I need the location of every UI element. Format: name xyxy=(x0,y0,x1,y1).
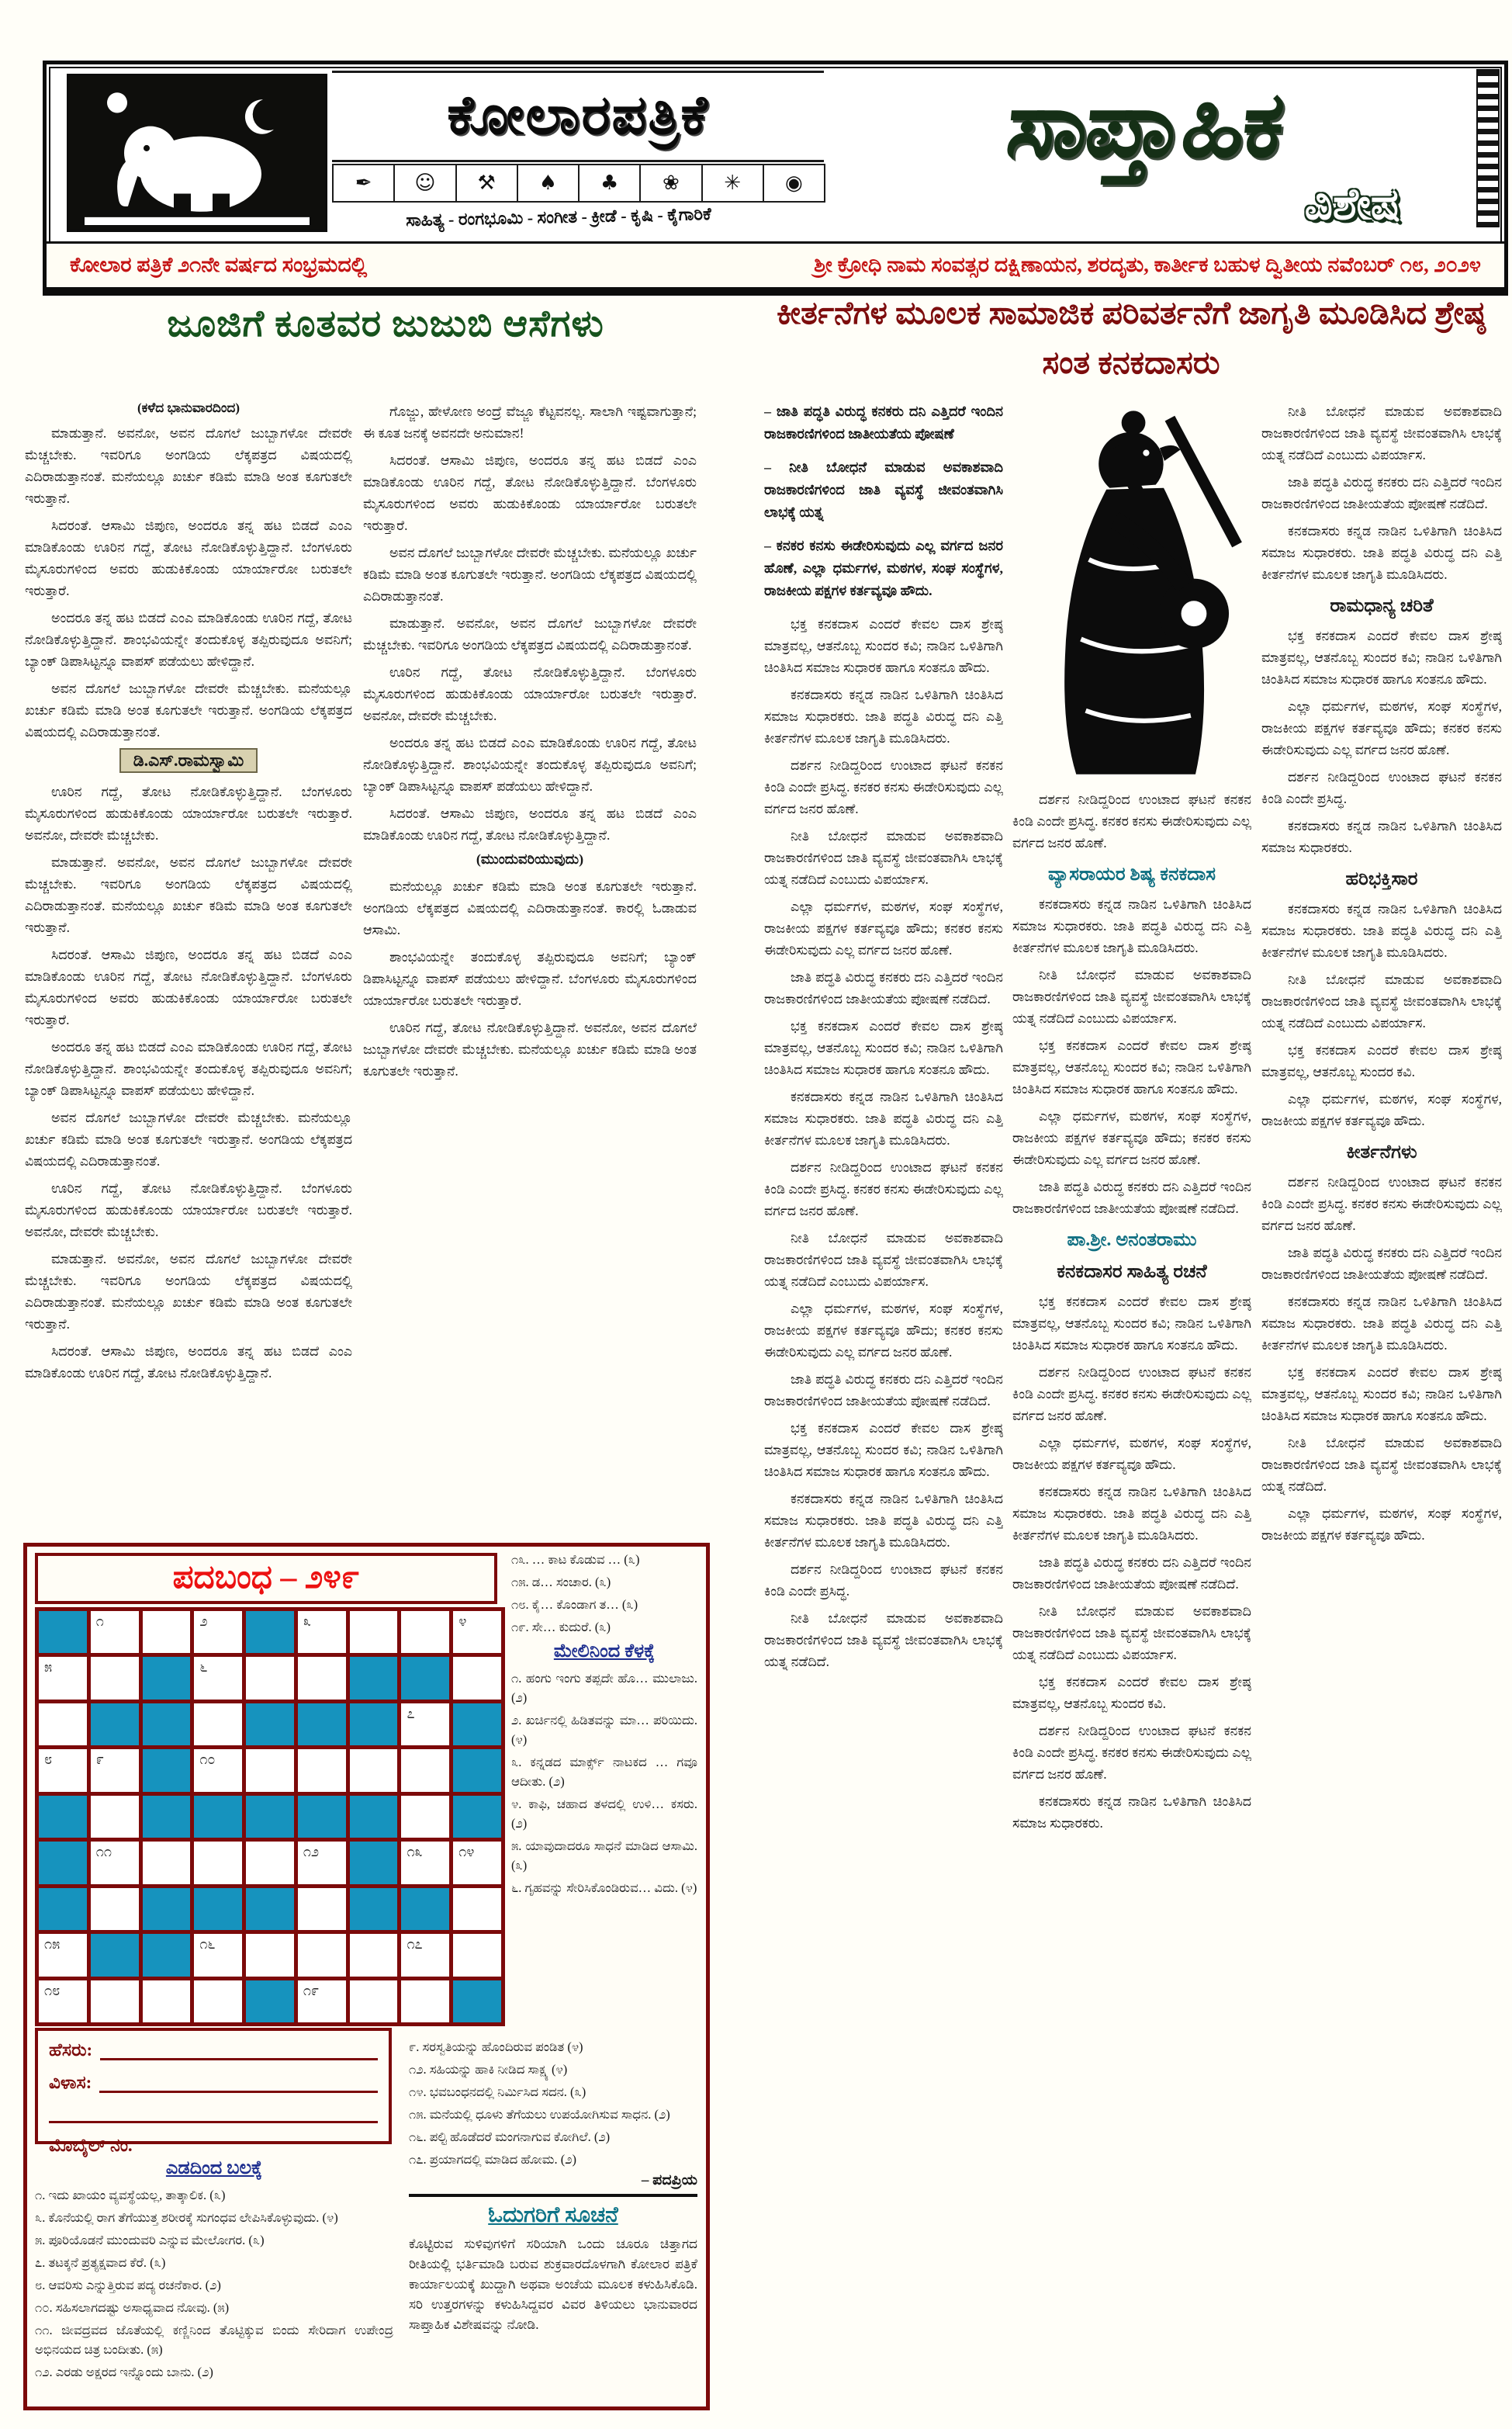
across-clue: ೧೦. ಸಹಿಸಲಾಗದಷ್ಟು ಅಸಾಧ್ಯವಾದ ನೋವು. (೫) xyxy=(35,2300,230,2315)
body-paragraph: ಗೊಜ್ಜು, ಹೇಳೋಣ ಅಂದ್ರೆ ವೆಜ್ಜೂ ಕೆಟ್ಟವನಲ್ಲ. ಸಾಲಾಗಿ ಇಷ್ಟವಾಗುತ್ತಾನೆ; ಈ ಕೂತ ಜನಕ್ಕೆ ಅವನದೇ ಅನುಮಾನ! xyxy=(363,404,697,441)
crossword-cell xyxy=(298,1980,346,2022)
across-clue: ೩. ಕೊನೆಯಲ್ಲಿ ರಾಗ ತೆಗೆಯುತ್ತ ಶರೀರಕ್ಕೆ ಸುಗಂಧವ ಲೇಪಿಸಿಕೊಳ್ಳುವುದು. (೪) xyxy=(35,2210,338,2225)
crossword-block-cell xyxy=(194,1888,242,1930)
ball-icon: ◉ xyxy=(763,164,825,203)
crossword-block-cell xyxy=(350,1842,398,1883)
crossword-cell xyxy=(401,1703,449,1745)
crossword-block-cell xyxy=(246,1888,294,1930)
body-paragraph: ಎಲ್ಲಾ ಧರ್ಮಗಳ, ಮಠಗಳ, ಸಂಘ ಸಂಸ್ಥೆಗಳ, ರಾಜಕೀಯ ಪಕ್ಷಗಳ ಕರ್ತವ್ಯವೂ ಹೌದು; ಕನಕರ ಕನಸು ಈಡೇರಿಸುವುದು ಎಲ್ಲ ವರ್ಗದ ಜನರ ಹೊಣೆ. xyxy=(1261,698,1502,757)
crossword-block-cell xyxy=(246,1611,294,1653)
crossword-cell xyxy=(350,1934,398,1976)
address-label: ವಿಳಾಸ: xyxy=(49,2073,92,2092)
across-clue: ೧೩. … ಕಾಟ ಕೊಡುವ … (೩) xyxy=(511,1552,640,1567)
body-paragraph: ನೀತಿ ಬೋಧನೆ ಮಾಡುವ ಅವಕಾಶವಾದಿ ರಾಜಕಾರಣಿಗಳಿಂದ ಜಾತಿ ವ್ಯವಸ್ಥೆ ಜೀವಂತವಾಗಿಸಿ ಲಾಭಕ್ಕೆ ಯತ್ನ ನಡೆದಿದೆ ಎಂಬುದು ವಿಪರ್ಯಾಸ. xyxy=(1012,967,1251,1026)
crossword-setter-signature: – ಪದಪ್ರಿಯ xyxy=(641,2172,697,2188)
crossword-cell xyxy=(91,1657,139,1699)
crossword-block-cell xyxy=(39,1796,87,1838)
weekly-logo-subtext: ವಿಶೇಷ xyxy=(1304,181,1400,229)
readers-note-title: ಓದುಗರಿಗೆ ಸೂಚನೆ xyxy=(488,2203,618,2227)
body-paragraph: ಶಾಂಭವಿಯನ್ನೇ ತಂದುಕೊಳ್ಳ ತಪ್ಪಿರುವುದೂ ಅವನಿಗೆ; ಬ್ಯಾಂಕ್ ಡಿಪಾಸಿಟ್ಟನ್ನೂ ವಾಪಸ್ ಪಡೆಯಲು ಹೇಳಿದ್ದಾನೆ. ಬೆಂಗಳೂರು ಮೈಸೂರುಗಳಿಂದ ಯಾರ್ಯಾರೋ ಬರುತಲೇ ಇರುತ್ತಾರೆ. xyxy=(363,949,697,1008)
down-clue: ೧೬. ಪಲ್ಟಿ ಹೊಡೆದರೆ ಮಂಗನಾಗುವ ಕೋಗಿಲೆ. (೨) xyxy=(409,2129,611,2144)
body-paragraph: ದರ್ಶನ ನೀಡಿದ್ದರಿಂದ ಉಂಟಾದ ಘಟನೆ ಕನಕನ ಕಿಂಡಿ ಎಂದೇ ಪ್ರಸಿದ್ಧ. ಕನಕರ ಕನಸು ಈಡೇರಿಸುವುದು ಎಲ್ಲ ವರ್ಗದ ಜನರ ಹೊಣೆ. xyxy=(764,1159,1003,1218)
body-paragraph: ಸಿದರಂತೆ. ಆಸಾಮಿ ಜಿಪುಣ, ಅಂದರೂ ತನ್ನ ಹಟ ಬಿಡದೆ ಎಂಎ ಮಾಡಿಕೊಂಡು ಊರಿನ ಗದ್ದೆ, ತೋಟ ನೋಡಿಕೊಳ್ಳುತ್ತಿದ್ದಾನೆ. ಬೆಂಗಳೂರು ಮೈಸೂರುಗಳಿಂದ ಅವರು ಹುಡುಕಿಕೊಂಡು ಯಾರ್ಯಾರೋ ಬರುತಲೇ ಇರುತ್ತಾರೆ. xyxy=(363,452,697,533)
body-paragraph: ಭಕ್ತ ಕನಕದಾಸ ಎಂದರೆ ಕೇವಲ ದಾಸ ಶ್ರೇಷ್ಠ ಮಾತ್ರವಲ್ಲ, ಆತನೊಬ್ಬ ಸುಂದರ ಕವಿ; ನಾಡಿನ ಒಳಿತಿಗಾಗಿ ಚಿಂತಿಸಿದ ಸಮಾಜ ಸುಧಾರಕ ಹಾಗೂ ಸಂತನೂ ಹೌದು. xyxy=(1261,1364,1502,1423)
across-clue: ೧೮. ಕೈ… ಕೊಂಡಾಗ ತ… (೩) xyxy=(511,1597,638,1612)
body-paragraph: ಕನಕದಾಸರು ಕನ್ನಡ ನಾಡಿನ ಒಳಿತಿಗಾಗಿ ಚಿಂತಿಸಿದ ಸಮಾಜ ಸುಧಾರಕರು. ಜಾತಿ ಪದ್ಧತಿ ವಿರುದ್ಧ ದನಿ ಎತ್ತಿ ಕೀರ್ತನೆಗಳ ಮೂಲಕ ಜಾಗೃತಿ ಮೂಡಿಸಿದರು. xyxy=(764,1491,1003,1550)
weekly-logo-text: ಸಾಪ್ತಾಹಿಕ xyxy=(1002,74,1286,176)
crossword-cell-number: ೮ xyxy=(44,1752,53,1768)
crossword-cell xyxy=(246,1657,294,1699)
body-paragraph: ನೀತಿ ಬೋಧನೆ ಮಾಡುವ ಅವಕಾಶವಾದಿ ರಾಜಕಾರಣಿಗಳಿಂದ ಜಾತಿ ವ್ಯವಸ್ಥೆ ಜೀವಂತವಾಗಿಸಿ ಲಾಭಕ್ಕೆ ಯತ್ನ ನಡೆದಿದೆ ಎಂಬುದು ವಿಪರ್ಯಾಸ. xyxy=(1261,404,1502,463)
crossword-cell xyxy=(194,1657,242,1699)
across-clue: ೮. ಆವರಿಸು ಎನ್ನುತ್ತಿರುವ ಪದ್ಯ ರಚನೆಕಾರ. (೨) xyxy=(35,2278,221,2292)
crossword-block-cell xyxy=(453,1796,501,1838)
kanakadasa-article-column-1 xyxy=(764,400,1003,2409)
crossword-cell xyxy=(39,1934,87,1976)
racket-icon: ♠ xyxy=(517,164,580,203)
crossword-block-cell xyxy=(39,1888,87,1930)
crossword-block-cell xyxy=(143,1934,191,1976)
crossword-block-cell xyxy=(143,1888,191,1930)
address-blank-line-2 xyxy=(49,2105,378,2123)
crossword-block-cell xyxy=(453,1980,501,2022)
crossword-block-cell xyxy=(453,1703,501,1745)
body-paragraph: ಮಾಡುತ್ತಾನೆ. ಅವನೋ, ಅವನ ದೊಗಲೆ ಜುಬ್ಬಾಗಳೋ ದೇವರೇ ಮೆಚ್ಚಬೇಕು. ಇವರಿಗೂ ಅಂಗಡಿಯ ಲೆಕ್ಕಪತ್ರದ ವಿಷಯದಲ್ಲಿ ಎದಿರಾಡುತ್ತಾನಂತೆ. ಮನೆಯಲ್ಲೂ ಖರ್ಚು ಕಡಿಮೆ ಮಾಡಿ ಅಂತ ಕೂಗುತಲೇ ಇರುತ್ತಾನೆ. xyxy=(25,854,352,935)
across-clue: ೧. ಇದು ಖಾಯಂ ವ್ಯವಸ್ಥೆಯಲ್ಲ, ತಾತ್ಕಾಲಿಕ. (೩) xyxy=(35,2188,226,2202)
body-paragraph: ದರ್ಶನ ನೀಡಿದ್ದರಿಂದ ಉಂಟಾದ ಘಟನೆ ಕನಕನ ಕಿಂಡಿ ಎಂದೇ ಪ್ರಸಿದ್ಧ. ಕನಕರ ಕನಸು ಈಡೇರಿಸುವುದು ಎಲ್ಲ ವರ್ಗದ ಜನರ ಹೊಣೆ. xyxy=(764,757,1003,816)
face-icon: ☺ xyxy=(393,164,456,203)
body-paragraph: ಸಿದರಂತೆ. ಆಸಾಮಿ ಜಿಪುಣ, ಅಂದರೂ ತನ್ನ ಹಟ ಬಿಡದೆ ಎಂಎ ಮಾಡಿಕೊಂಡು ಊರಿನ ಗದ್ದೆ, ತೋಟ ನೋಡಿಕೊಳ್ಳುತ್ತಿದ್ದಾನೆ. ಬೆಂಗಳೂರು ಮೈಸೂರುಗಳಿಂದ ಅವರು ಹುಡುಕಿಕೊಂಡು ಯಾರ್ಯಾರೋ ಬರುತಲೇ ಇರುತ್ತಾರೆ. xyxy=(25,947,352,1027)
body-paragraph: ಊರಿನ ಗದ್ದೆ, ತೋಟ ನೋಡಿಕೊಳ್ಳುತ್ತಿದ್ದಾನೆ. ಬೆಂಗಳೂರು ಮೈಸೂರುಗಳಿಂದ ಹುಡುಕಿಕೊಂಡು ಯಾರ್ಯಾರೋ ಬರುತಲೇ ಇರುತ್ತಾರೆ. ಅವನೋ, ದೇವರೇ ಮೆಚ್ಚಬೇಕು. xyxy=(25,784,352,843)
crossword-cell-number: ೧೪ xyxy=(458,1844,475,1860)
crossword-cell xyxy=(298,1842,346,1883)
crossword-cell xyxy=(401,1980,449,2022)
crossword-cell xyxy=(350,1611,398,1653)
crossword-cell xyxy=(401,1611,449,1653)
crossword-cell xyxy=(401,1796,449,1838)
crossword-block-cell xyxy=(401,1657,449,1699)
body-paragraph: ನೀತಿ ಬೋಧನೆ ಮಾಡುವ ಅವಕಾಶವಾದಿ ರಾಜಕಾರಣಿಗಳಿಂದ ಜಾತಿ ವ್ಯವಸ್ಥೆ ಜೀವಂತವಾಗಿಸಿ ಲಾಭಕ್ಕೆ ಯತ್ನ ನಡೆದಿದೆ. xyxy=(764,1610,1003,1669)
body-paragraph: ಜಾತಿ ಪದ್ಧತಿ ವಿರುದ್ಧ ಕನಕರು ದನಿ ಎತ್ತಿದರೆ ಇಂದಿನ ರಾಜಕಾರಣಿಗಳಿಂದ ಜಾತೀಯತೆಯ ಪೋಷಣೆ ನಡೆದಿದೆ. xyxy=(1012,1554,1251,1592)
across-clue: ೧೧. ಜೀವದ್ರವದ ಜೊತೆಯಲ್ಲಿ ಕಣ್ಣಿನಿಂದ ತೊಟ್ಟಿಕ್ಕುವ ಬಿಂದು ಸೇರಿದಾಗ ಉಪೇಂದ್ರ ಅಭಿನಯದ ಚಿತ್ರ ಬಂದೀತು. (೫) xyxy=(35,2323,393,2357)
crossword-cell-number: ೭ xyxy=(407,1705,415,1721)
headline-kanakadasa-article: ಕೀರ್ತನೆಗಳ ಮೂಲಕ ಸಾಮಾಜಿಕ ಪರಿವರ್ತನೆಗೆ ಜಾಗೃತಿ ಮೂಡಿಸಿದ ಶ್ರೇಷ್ಠ ಸಂತ ಕನಕದಾಸರು xyxy=(777,295,1486,380)
crossword-cell-number: ೧೨ xyxy=(303,1844,320,1860)
body-paragraph: ಜಾತಿ ಪದ್ಧತಿ ವಿರುದ್ಧ ಕನಕರು ದನಿ ಎತ್ತಿದರೆ ಇಂದಿನ ರಾಜಕಾರಣಿಗಳಿಂದ ಜಾತೀಯತೆಯ ಪೋಷಣೆ ನಡೆದಿದೆ. xyxy=(1012,1179,1251,1216)
body-paragraph: ನೀತಿ ಬೋಧನೆ ಮಾಡುವ ಅವಕಾಶವಾದಿ ರಾಜಕಾರಣಿಗಳಿಂದ ಜಾತಿ ವ್ಯವಸ್ಥೆ ಜೀವಂತವಾಗಿಸಿ ಲಾಭಕ್ಕೆ ಯತ್ನ ನಡೆದಿದೆ ಎಂಬುದು ವಿಪರ್ಯಾಸ. xyxy=(1261,972,1502,1031)
crossword-cell xyxy=(298,1888,346,1930)
crossword-block-cell xyxy=(246,1703,294,1745)
pen-inkpot-icon: ✒ xyxy=(332,164,395,203)
crossword-cell xyxy=(91,1980,139,2022)
name-blank-line xyxy=(100,2043,378,2060)
body-paragraph: ಕನಕದಾಸರು ಕನ್ನಡ ನಾಡಿನ ಒಳಿತಿಗಾಗಿ ಚಿಂತಿಸಿದ ಸಮಾಜ ಸುಧಾರಕರು. ಜಾತಿ ಪದ್ಧತಿ ವಿರುದ್ಧ ದನಿ ಎತ್ತಿ ಕೀರ್ತನೆಗಳ ಮೂಲಕ ಜಾಗೃತಿ ಮೂಡಿಸಿದರು. xyxy=(764,1089,1003,1148)
mobile-label: ಮೊಬೈಲ್ ನಂ. xyxy=(49,2136,133,2155)
crossword-cell xyxy=(194,1611,242,1653)
body-paragraph: ಜಾತಿ ಪದ್ಧತಿ ವಿರುದ್ಧ ಕನಕರು ದನಿ ಎತ್ತಿದರೆ ಇಂದಿನ ರಾಜಕಾರಣಿಗಳಿಂದ ಜಾತೀಯತೆಯ ಪೋಷಣೆ ನಡೆದಿದೆ. xyxy=(764,969,1003,1007)
crossword-block-cell xyxy=(350,1888,398,1930)
body-paragraph: ಮಾಡುತ್ತಾನೆ. ಅವನೋ, ಅವನ ದೊಗಲೆ ಜುಬ್ಬಾಗಳೋ ದೇವರೇ ಮೆಚ್ಚಬೇಕು. ಇವರಿಗೂ ಅಂಗಡಿಯ ಲೆಕ್ಕಪತ್ರದ ವಿಷಯದಲ್ಲಿ ಎದಿರಾಡುತ್ತಾನಂತೆ. ಮನೆಯಲ್ಲೂ ಖರ್ಚು ಕಡಿಮೆ ಮಾಡಿ ಅಂತ ಕೂಗುತಲೇ ಇರುತ್ತಾನೆ. xyxy=(25,425,352,506)
down-clues-header: ಮೇಲಿನಿಂದ ಕೆಳಕ್ಕೆ xyxy=(553,1641,656,1661)
body-paragraph: ಭಕ್ತ ಕನಕದಾಸ ಎಂದರೆ ಕೇವಲ ದಾಸ ಶ್ರೇಷ್ಠ ಮಾತ್ರವಲ್ಲ, ಆತನೊಬ್ಬ ಸುಂದರ ಕವಿ. xyxy=(1261,1042,1502,1079)
subhead-vyasaraya: ವ್ಯಾಸರಾಯರ ಶಿಷ್ಯ ಕನಕದಾಸ xyxy=(1048,865,1216,885)
crossword-cell xyxy=(298,1934,346,1976)
crossword-cell xyxy=(39,1703,87,1745)
summary-bullet: – ನೀತಿ ಬೋಧನೆ ಮಾಡುವ ಅವಕಾಶವಾದಿ ರಾಜಕಾರಣಿಗಳಿಂದ ಜಾತಿ ವ್ಯವಸ್ಥೆ ಜೀವಂತವಾಗಿಸಿ ಲಾಭಕ್ಕೆ ಯತ್ನ xyxy=(764,459,1003,520)
kanakadasa-article-column-2 xyxy=(1012,400,1251,2409)
crossword-cell-number: ೯ xyxy=(95,1752,104,1768)
crossword-cell xyxy=(194,1842,242,1883)
down-clue: ೧೪. ಭವಬಂಧನದಲ್ಲಿ ನಿರ್ಮಿಸಿದ ಸದನ. (೩) xyxy=(409,2084,586,2099)
crossword-block-cell xyxy=(298,1796,346,1838)
crossword-cell xyxy=(401,1934,449,1976)
crossword-block-cell xyxy=(401,1888,449,1930)
body-paragraph: ಜಾತಿ ಪದ್ಧತಿ ವಿರುದ್ಧ ಕನಕರು ದನಿ ಎತ್ತಿದರೆ ಇಂದಿನ ರಾಜಕಾರಣಿಗಳಿಂದ ಜಾತೀಯತೆಯ ಪೋಷಣೆ ನಡೆದಿದೆ. xyxy=(1261,474,1502,511)
crossword-block-cell xyxy=(143,1796,191,1838)
crossword-grid xyxy=(35,1607,505,2026)
body-paragraph: ನೀತಿ ಬೋಧನೆ ಮಾಡುವ ಅವಕಾಶವಾದಿ ರಾಜಕಾರಣಿಗಳಿಂದ ಜಾತಿ ವ್ಯವಸ್ಥೆ ಜೀವಂತವಾಗಿಸಿ ಲಾಭಕ್ಕೆ ಯತ್ನ ನಡೆದಿದೆ. xyxy=(1261,1435,1502,1494)
masthead xyxy=(43,61,1508,296)
body-paragraph: ಅವನ ದೊಗಲೆ ಜುಬ್ಬಾಗಳೋ ದೇವರೇ ಮೆಚ್ಚಬೇಕು. ಮನೆಯಲ್ಲೂ ಖರ್ಚು ಕಡಿಮೆ ಮಾಡಿ ಅಂತ ಕೂಗುತಲೇ ಇರುತ್ತಾನೆ. ಅಂಗಡಿಯ ಲೆಕ್ಕಪತ್ರದ ವಿಷಯದಲ್ಲಿ ಎದಿರಾಡುತ್ತಾನಂತೆ. xyxy=(363,545,697,604)
body-paragraph: ಕನಕದಾಸರು ಕನ್ನಡ ನಾಡಿನ ಒಳಿತಿಗಾಗಿ ಚಿಂತಿಸಿದ ಸಮಾಜ ಸುಧಾರಕರು. ಜಾತಿ ಪದ್ಧತಿ ವಿರುದ್ಧ ದನಿ ಎತ್ತಿ ಕೀರ್ತನೆಗಳ ಮೂಲಕ ಜಾಗೃತಿ ಮೂಡಿಸಿದರು. xyxy=(764,687,1003,746)
crossword-cell xyxy=(91,1842,139,1883)
body-paragraph: ಎಲ್ಲಾ ಧರ್ಮಗಳ, ಮಠಗಳ, ಸಂಘ ಸಂಸ್ಥೆಗಳ, ರಾಜಕೀಯ ಪಕ್ಷಗಳ ಕರ್ತವ್ಯವೂ ಹೌದು; ಕನಕರ ಕನಸು ಈಡೇರಿಸುವುದು ಎಲ್ಲ ವರ್ಗದ ಜನರ ಹೊಣೆ. xyxy=(764,1301,1003,1360)
crossword-cell xyxy=(39,1980,87,2022)
subhead-haribhaktisara: ಹರಿಭಕ್ತಿಸಾರ xyxy=(1345,869,1418,889)
crossword-block-cell xyxy=(246,1796,294,1838)
down-clue: ೩. ಕನ್ನಡದ ಮಾರ್ಕ್ಸ್ ನಾಟಕದ … ಗವೂ ಆದೀತು. (೨) xyxy=(511,1755,697,1789)
crossword-cell-number: ೧೬ xyxy=(199,1936,216,1953)
crossword-block-cell xyxy=(143,1703,191,1745)
body-paragraph: ಭಕ್ತ ಕನಕದಾಸ ಎಂದರೆ ಕೇವಲ ದಾಸ ಶ್ರೇಷ್ಠ ಮಾತ್ರವಲ್ಲ, ಆತನೊಬ್ಬ ಸುಂದರ ಕವಿ; ನಾಡಿನ ಒಳಿತಿಗಾಗಿ ಚಿಂತಿಸಿದ ಸಮಾಜ ಸುಧಾರಕ ಹಾಗೂ ಸಂತನೂ ಹೌದು. xyxy=(1261,628,1502,687)
across-clues-header: ಎಡದಿಂದ ಬಲಕ್ಕೆ xyxy=(165,2158,263,2178)
body-paragraph: ದರ್ಶನ ನೀಡಿದ್ದರಿಂದ ಉಂಟಾದ ಘಟನೆ ಕನಕನ ಕಿಂಡಿ ಎಂದೇ ಪ್ರಸಿದ್ಧ. xyxy=(764,1561,1003,1599)
body-paragraph: ದರ್ಶನ ನೀಡಿದ್ದರಿಂದ ಉಂಟಾದ ಘಟನೆ ಕನಕನ ಕಿಂಡಿ ಎಂದೇ ಪ್ರಸಿದ್ಧ. ಕನಕರ ಕನಸು ಈಡೇರಿಸುವುದು ಎಲ್ಲ ವರ್ಗದ ಜನರ ಹೊಣೆ. xyxy=(1012,1723,1251,1782)
name-label: ಹೆಸರು: xyxy=(49,2040,93,2060)
body-paragraph: ದರ್ಶನ ನೀಡಿದ್ದರಿಂದ ಉಂಟಾದ ಘಟನೆ ಕನಕನ ಕಿಂಡಿ ಎಂದೇ ಪ್ರಸಿದ್ಧ. xyxy=(1261,769,1502,806)
subhead-anantharamu: ಪಾ.ಶ್ರೀ. ಅನಂತರಾಮು xyxy=(1067,1230,1197,1250)
body-paragraph: ಸಿದರಂತೆ. ಆಸಾಮಿ ಜಿಪುಣ, ಅಂದರೂ ತನ್ನ ಹಟ ಬಿಡದೆ ಎಂಎ ಮಾಡಿಕೊಂಡು ಊರಿನ ಗದ್ದೆ, ತೋಟ ನೋಡಿಕೊಳ್ಳುತ್ತಿದ್ದಾನೆ. xyxy=(363,806,697,843)
crossword-entry-form xyxy=(35,2028,392,2155)
note-divider-rule xyxy=(409,2194,697,2197)
crossword-cell-number: ೧೮ xyxy=(44,1982,61,1998)
across-clue: ೧೯. ಸೇ… ಕುದುರೆ. (೩) xyxy=(511,1620,611,1634)
crossword-cell xyxy=(39,1749,87,1791)
weekly-supplement-logo xyxy=(834,64,1455,230)
kanakadasa-woodcut-illustration xyxy=(1012,400,1251,782)
body-paragraph: ದರ್ಶನ ನೀಡಿದ್ದರಿಂದ ಉಂಟಾದ ಘಟನೆ ಕನಕನ ಕಿಂಡಿ ಎಂದೇ ಪ್ರಸಿದ್ಧ. ಕನಕರ ಕನಸು ಈಡೇರಿಸುವುದು ಎಲ್ಲ ವರ್ಗದ ಜನರ ಹೊಣೆ. xyxy=(1012,1364,1251,1423)
body-paragraph: ಕನಕದಾಸರು ಕನ್ನಡ ನಾಡಿನ ಒಳಿತಿಗಾಗಿ ಚಿಂತಿಸಿದ ಸಮಾಜ ಸುಧಾರಕರು. xyxy=(1012,1793,1251,1831)
crossword-cell xyxy=(143,1980,191,2022)
headline-gambling-article: ಜೂಜಿಗೆ ಕೂತವರ ಜುಜುಬಿ ಆಸೆಗಳು xyxy=(167,303,604,345)
crossword-cell-number: ೧ xyxy=(95,1613,104,1629)
crossword-cell-number: ೧೧ xyxy=(95,1844,112,1860)
crossword-cell xyxy=(194,1980,242,2022)
crossword-cell xyxy=(298,1657,346,1699)
body-paragraph: ಮಾಡುತ್ತಾನೆ. ಅವನೋ, ಅವನ ದೊಗಲೆ ಜುಬ್ಬಾಗಳೋ ದೇವರೇ ಮೆಚ್ಚಬೇಕು. ಇವರಿಗೂ ಅಂಗಡಿಯ ಲೆಕ್ಕಪತ್ರದ ವಿಷಯದಲ್ಲಿ ಎದಿರಾಡುತ್ತಾನಂತೆ. xyxy=(363,615,697,653)
masthead-tagline: ಸಾಹಿತ್ಯ - ರಂಗಭೂಮಿ - ಸಂಗೀತ - ಕ್ರೀಡೆ - ಕೃಷಿ - ಕೈಗಾರಿಕೆ xyxy=(405,203,711,230)
author-name-box: ಡಿ.ಎಸ್.ರಾಮಸ್ವಾಮಿ xyxy=(119,748,258,773)
crossword-block-cell xyxy=(91,1703,139,1745)
down-clue: ೧೨. ಸಹಿಯನ್ನು ಹಾಕಿ ನೀಡಿದ ಸಾಕ್ಷ್ಯ (೪) xyxy=(409,2062,568,2077)
crossword-cell xyxy=(143,1611,191,1653)
crossword-clues-right-column xyxy=(511,1550,697,2025)
crossword-cell-number: ೬ xyxy=(199,1659,208,1675)
crossword-title: ಪದಬಂಧ – ೨೪೯ xyxy=(35,1553,497,1604)
body-paragraph: ಊರಿನ ಗದ್ದೆ, ತೋಟ ನೋಡಿಕೊಳ್ಳುತ್ತಿದ್ದಾನೆ. ಬೆಂಗಳೂರು ಮೈಸೂರುಗಳಿಂದ ಹುಡುಕಿಕೊಂಡು ಯಾರ್ಯಾರೋ ಬರುತಲೇ ಇರುತ್ತಾರೆ. ಅವನೋ, ದೇವರೇ ಮೆಚ್ಚಬೇಕು. xyxy=(363,664,697,723)
address-blank-line xyxy=(99,2075,378,2093)
summary-bullet: – ಕನಕರ ಕನಸು ಈಡೇರಿಸುವುದು ಎಲ್ಲ ವರ್ಗದ ಜನರ ಹೊಣೆ, ಎಲ್ಲಾ ಧರ್ಮಗಳ, ಮಠಗಳ, ಸಂಘ ಸಂಸ್ಥೆಗಳ, ರಾಜಕೀಯ ಪಕ್ಷಗಳ ಕರ್ತವ್ಯವೂ ಹೌದು. xyxy=(764,538,1003,598)
subhead-sahitya-rachane: ಕನಕದಾಸರ ಸಾಹಿತ್ಯ ರಚನೆ xyxy=(1057,1262,1207,1282)
newspaper-name-logo: ಕೋಲಾರಪತ್ರಿಕೆ xyxy=(332,71,824,162)
body-paragraph: ಕನಕದಾಸರು ಕನ್ನಡ ನಾಡಿನ ಒಳಿತಿಗಾಗಿ ಚಿಂತಿಸಿದ ಸಮಾಜ ಸುಧಾರಕರು. ಜಾತಿ ಪದ್ಧತಿ ವಿರುದ್ಧ ದನಿ ಎತ್ತಿ ಕೀರ್ತನೆಗಳ ಮೂಲಕ ಜಾಗೃತಿ ಮೂಡಿಸಿದರು. xyxy=(1012,896,1251,955)
body-paragraph: ಕನಕದಾಸರು ಕನ್ನಡ ನಾಡಿನ ಒಳಿತಿಗಾಗಿ ಚಿಂತಿಸಿದ ಸಮಾಜ ಸುಧಾರಕರು. ಜಾತಿ ಪದ್ಧತಿ ವಿರುದ್ಧ ದನಿ ಎತ್ತಿ ಕೀರ್ತನೆಗಳ ಮೂಲಕ ಜಾಗೃತಿ ಮೂಡಿಸಿದರು. xyxy=(1261,1294,1502,1353)
body-paragraph: ನೀತಿ ಬೋಧನೆ ಮಾಡುವ ಅವಕಾಶವಾದಿ ರಾಜಕಾರಣಿಗಳಿಂದ ಜಾತಿ ವ್ಯವಸ್ಥೆ ಜೀವಂತವಾಗಿಸಿ ಲಾಭಕ್ಕೆ ಯತ್ನ ನಡೆದಿದೆ ಎಂಬುದು ವಿಪರ್ಯಾಸ. xyxy=(1012,1603,1251,1662)
kanakadasa-article-column-3 xyxy=(1261,400,1502,2409)
down-clue: ೧. ಹಂಗು ಇಂಗು ತಪ್ಪದೇ ಹೊ… ಮುಲಾಜು. (೨) xyxy=(511,1671,697,1705)
body-paragraph: ಸಿದರಂತೆ. ಆಸಾಮಿ ಜಿಪುಣ, ಅಂದರೂ ತನ್ನ ಹಟ ಬಿಡದೆ ಎಂಎ ಮಾಡಿಕೊಂಡು ಊರಿನ ಗದ್ದೆ, ತೋಟ ನೋಡಿಕೊಳ್ಳುತ್ತಿದ್ದಾನೆ. xyxy=(25,1343,352,1381)
wheel-icon: ✳ xyxy=(701,164,764,203)
body-paragraph: ಎಲ್ಲಾ ಧರ್ಮಗಳ, ಮಠಗಳ, ಸಂಘ ಸಂಸ್ಥೆಗಳ, ರಾಜಕೀಯ ಪಕ್ಷಗಳ ಕರ್ತವ್ಯವೂ ಹೌದು; ಕನಕರ ಕನಸು ಈಡೇರಿಸುವುದು ಎಲ್ಲ ವರ್ಗದ ಜನರ ಹೊಣೆ. xyxy=(1012,1108,1251,1167)
summary-bullet: – ಜಾತಿ ಪದ್ಧತಿ ವಿರುದ್ಧ ಕನಕರು ದನಿ ಎತ್ತಿದರೆ ಇಂದಿನ ರಾಜಕಾರಣಿಗಳಿಂದ ಜಾತೀಯತೆಯ ಪೋಷಣೆ xyxy=(764,404,1003,442)
body-paragraph: ಊರಿನ ಗದ್ದೆ, ತೋಟ ನೋಡಿಕೊಳ್ಳುತ್ತಿದ್ದಾನೆ. ಅವನೋ, ಅವನ ದೊಗಲೆ ಜುಬ್ಬಾಗಳೋ ದೇವರೇ ಮೆಚ್ಚಬೇಕು. ಮನೆಯಲ್ಲೂ ಖರ್ಚು ಕಡಿಮೆ ಮಾಡಿ ಅಂತ ಕೂಗುತಲೇ ಇರುತ್ತಾನೆ. xyxy=(363,1020,697,1079)
crossword-cell xyxy=(91,1611,139,1653)
body-paragraph: ಜಾತಿ ಪದ್ಧತಿ ವಿರುದ್ಧ ಕನಕರು ದನಿ ಎತ್ತಿದರೆ ಇಂದಿನ ರಾಜಕಾರಣಿಗಳಿಂದ ಜಾತೀಯತೆಯ ಪೋಷಣೆ ನಡೆದಿದೆ. xyxy=(1261,1245,1502,1282)
crossword-cell-number: ೨ xyxy=(199,1613,208,1629)
subhead-ramadhanya: ರಾಮಧಾನ್ಯ ಚರಿತೆ xyxy=(1330,596,1434,616)
crossword-cell xyxy=(194,1749,242,1791)
crossword-cell xyxy=(453,1611,501,1653)
crossword-block-cell xyxy=(143,1749,191,1791)
body-paragraph: ಎಲ್ಲಾ ಧರ್ಮಗಳ, ಮಠಗಳ, ಸಂಘ ಸಂಸ್ಥೆಗಳ, ರಾಜಕೀಯ ಪಕ್ಷಗಳ ಕರ್ತವ್ಯವೂ ಹೌದು; ಕನಕರ ಕನಸು ಈಡೇರಿಸುವುದು ಎಲ್ಲ ವರ್ಗದ ಜನರ ಹೊಣೆ. xyxy=(764,899,1003,958)
masthead-pictogram-strip xyxy=(332,164,824,203)
body-paragraph: ಭಕ್ತ ಕನಕದಾಸ ಎಂದರೆ ಕೇವಲ ದಾಸ ಶ್ರೇಷ್ಠ ಮಾತ್ರವಲ್ಲ, ಆತನೊಬ್ಬ ಸುಂದರ ಕವಿ; ನಾಡಿನ ಒಳಿತಿಗಾಗಿ ಚಿಂತಿಸಿದ ಸಮಾಜ ಸುಧಾರಕ ಹಾಗೂ ಸಂತನೂ ಹೌದು. xyxy=(764,1018,1003,1077)
crossword-block-cell xyxy=(350,1657,398,1699)
gambling-article-column-1 xyxy=(25,400,352,1533)
body-paragraph: ನೀತಿ ಬೋಧನೆ ಮಾಡುವ ಅವಕಾಶವಾದಿ ರಾಜಕಾರಣಿಗಳಿಂದ ಜಾತಿ ವ್ಯವಸ್ಥೆ ಜೀವಂತವಾಗಿಸಿ ಲಾಭಕ್ಕೆ ಯತ್ನ ನಡೆದಿದೆ ಎಂಬುದು ವಿಪರ್ಯಾಸ. xyxy=(764,1230,1003,1289)
body-paragraph: ನೀತಿ ಬೋಧನೆ ಮಾಡುವ ಅವಕಾಶವಾದಿ ರಾಜಕಾರಣಿಗಳಿಂದ ಜಾತಿ ವ್ಯವಸ್ಥೆ ಜೀವಂತವಾಗಿಸಿ ಲಾಭಕ್ಕೆ ಯತ್ನ ನಡೆದಿದೆ ಎಂಬುದು ವಿಪರ್ಯಾಸ. xyxy=(764,828,1003,887)
wheat-icon: ♣ xyxy=(578,164,641,203)
crossword-cell-number: ೧೩ xyxy=(407,1844,423,1860)
gambling-article-column-2 xyxy=(363,400,697,1533)
crossword-cell-number: ೫ xyxy=(44,1659,53,1675)
plough-icon: ⚒ xyxy=(455,164,518,203)
down-clue: ೯. ಸರಸ್ವತಿಯನ್ನು ಹೊಂದಿರುವ ಪಂಡಿತ (೪) xyxy=(409,2039,583,2054)
down-clue: ೪. ಕಾಫಿ, ಚಹಾದ ತಳದಲ್ಲಿ ಉಳಿ… ಕಸರು. (೨) xyxy=(511,1797,697,1831)
down-clue: ೨. ಖರ್ಚಿನಲ್ಲಿ ಹಿಡಿತವನ್ನು ಮಾ… ಪರಿಯಿದು. (೪) xyxy=(511,1713,697,1747)
body-paragraph: ಭಕ್ತ ಕನಕದಾಸ ಎಂದರೆ ಕೇವಲ ದಾಸ ಶ್ರೇಷ್ಠ ಮಾತ್ರವಲ್ಲ, ಆತನೊಬ್ಬ ಸುಂದರ ಕವಿ; ನಾಡಿನ ಒಳಿತಿಗಾಗಿ ಚಿಂತಿಸಿದ ಸಮಾಜ ಸುಧಾರಕ ಹಾಗೂ ಸಂತನೂ ಹೌದು. xyxy=(1012,1038,1251,1097)
crossword-box xyxy=(23,1543,710,2410)
crossword-cell xyxy=(350,1980,398,2022)
body-paragraph: ಎಲ್ಲಾ ಧರ್ಮಗಳ, ಮಠಗಳ, ಸಂಘ ಸಂಸ್ಥೆಗಳ, ರಾಜಕೀಯ ಪಕ್ಷಗಳ ಕರ್ತವ್ಯವೂ ಹೌದು. xyxy=(1261,1091,1502,1128)
body-paragraph: ಅಂದರೂ ತನ್ನ ಹಟ ಬಿಡದೆ ಎಂಎ ಮಾಡಿಕೊಂಡು ಊರಿನ ಗದ್ದೆ, ತೋಟ ನೋಡಿಕೊಳ್ಳುತ್ತಿದ್ದಾನೆ. ಶಾಂಭವಿಯನ್ನೇ ತಂದುಕೊಳ್ಳ ತಪ್ಪಿರುವುದೂ ಅವನಿಗೆ; ಬ್ಯಾಂಕ್ ಡಿಪಾಸಿಟ್ಟನ್ನೂ ವಾಪಸ್ ಪಡೆಯಲು ಹೇಳಿದ್ದಾನೆ. xyxy=(25,1039,352,1098)
crossword-cell xyxy=(91,1749,139,1791)
dateline xyxy=(47,241,1504,287)
crossword-block-cell xyxy=(39,1611,87,1653)
down-clue: ೫. ಯಾವುದಾದರೂ ಸಾಧನೆ ಮಾಡಿದ ಆಸಾಮಿ. (೩) xyxy=(511,1838,697,1873)
to-be-continued-note: (ಮುಂದುವರಿಯುವುದು) xyxy=(476,851,584,867)
down-clue: ೧೫. ಮನೆಯಲ್ಲಿ ಧೂಳು ತೆಗೆಯಲು ಉಪಯೋಗಿಸುವ ಸಾಧನ. (೨) xyxy=(409,2107,670,2122)
readers-note-body: ಕೊಟ್ಟಿರುವ ಸುಳಿವುಗಳಿಗೆ ಸರಿಯಾಗಿ ಒಂದು ಚೂರೂ ಚಿತ್ತಾಗದ ರೀತಿಯಲ್ಲಿ ಭರ್ತಿಮಾಡಿ ಬರುವ ಶುಕ್ರವಾರದೊಳಗಾಗಿ ಕೋಲಾರ ಪತ್ರಿಕೆ ಕಾರ್ಯಾಲಯಕ್ಕೆ ಖುದ್ದಾಗಿ ಅಥವಾ ಅಂಚೆಯ ಮೂಲಕ ಕಳುಹಿಸಿಕೊಡಿ. ಸರಿ ಉತ್ತರಗಳನ್ನು ಕಳುಹಿಸಿದ್ದವರ ವಿವರ ತಿಳಿಯಲು ಭಾನುವಾರದ ಸಾಪ್ತಾಹಿಕ ವಿಶೇಷವನ್ನು ನೋಡಿ. xyxy=(409,2237,697,2332)
masthead-ornament-border xyxy=(1476,69,1500,227)
crossword-bottom-right-section xyxy=(409,2037,697,2396)
body-paragraph: ಊರಿನ ಗದ್ದೆ, ತೋಟ ನೋಡಿಕೊಳ್ಳುತ್ತಿದ್ದಾನೆ. ಬೆಂಗಳೂರು ಮೈಸೂರುಗಳಿಂದ ಹುಡುಕಿಕೊಂಡು ಯಾರ್ಯಾರೋ ಬರುತಲೇ ಇರುತ್ತಾರೆ. ಅವನೋ, ದೇವರೇ ಮೆಚ್ಚಬೇಕು. xyxy=(25,1180,352,1239)
crossword-cell xyxy=(453,1842,501,1883)
body-paragraph: ಸಿದರಂತೆ. ಆಸಾಮಿ ಜಿಪುಣ, ಅಂದರೂ ತನ್ನ ಹಟ ಬಿಡದೆ ಎಂಎ ಮಾಡಿಕೊಂಡು ಊರಿನ ಗದ್ದೆ, ತೋಟ ನೋಡಿಕೊಳ್ಳುತ್ತಿದ್ದಾನೆ. ಬೆಂಗಳೂರು ಮೈಸೂರುಗಳಿಂದ ಅವರು ಹುಡುಕಿಕೊಂಡು ಯಾರ್ಯಾರೋ ಬರುತಲೇ ಇರುತ್ತಾರೆ. xyxy=(25,518,352,598)
across-clue: ೧೫. ಡ… ಸಂಚಾರ. (೩) xyxy=(511,1575,611,1589)
body-paragraph: ಭಕ್ತ ಕನಕದಾಸ ಎಂದರೆ ಕೇವಲ ದಾಸ ಶ್ರೇಷ್ಠ ಮಾತ್ರವಲ್ಲ, ಆತನೊಬ್ಬ ಸುಂದರ ಕವಿ; ನಾಡಿನ ಒಳಿತಿಗಾಗಿ ಚಿಂತಿಸಿದ ಸಮಾಜ ಸುಧಾರಕ ಹಾಗೂ ಸಂತನೂ ಹೌದು. xyxy=(764,1420,1003,1479)
crossword-cell-number: ೪ xyxy=(458,1613,467,1629)
crossword-cell xyxy=(91,1796,139,1838)
crossword-cell xyxy=(39,1657,87,1699)
body-paragraph: ಮಾಡುತ್ತಾನೆ. ಅವನೋ, ಅವನ ದೊಗಲೆ ಜುಬ್ಬಾಗಳೋ ದೇವರೇ ಮೆಚ್ಚಬೇಕು. ಇವರಿಗೂ ಅಂಗಡಿಯ ಲೆಕ್ಕಪತ್ರದ ವಿಷಯದಲ್ಲಿ ಎದಿರಾಡುತ್ತಾನಂತೆ. ಮನೆಯಲ್ಲೂ ಖರ್ಚು ಕಡಿಮೆ ಮಾಡಿ ಅಂತ ಕೂಗುತಲೇ ಇರುತ್ತಾನೆ. xyxy=(25,1251,352,1332)
crossword-block-cell xyxy=(39,1842,87,1883)
crossword-block-cell xyxy=(350,1703,398,1745)
across-clues-section xyxy=(35,2154,393,2394)
crossword-cell xyxy=(401,1842,449,1883)
continued-from-note: (ಕಳೆದ ಭಾನುವಾರದಿಂದ) xyxy=(137,400,240,415)
across-clue: ೧೨. ಎರಡು ಅಕ್ಷರದ ಇನ್ನೊಂದು ಬಾನು. (೨) xyxy=(35,2365,213,2379)
crossword-cell xyxy=(246,1842,294,1883)
body-paragraph: ಕನಕದಾಸರು ಕನ್ನಡ ನಾಡಿನ ಒಳಿತಿಗಾಗಿ ಚಿಂತಿಸಿದ ಸಮಾಜ ಸುಧಾರಕರು. ಜಾತಿ ಪದ್ಧತಿ ವಿರುದ್ಧ ದನಿ ಎತ್ತಿ ಕೀರ್ತನೆಗಳ ಮೂಲಕ ಜಾಗೃತಿ ಮೂಡಿಸಿದರು. xyxy=(1261,901,1502,960)
across-clue: ೭. ತಟಕ್ಕನೆ ಪ್ರತ್ಯಕ್ಷವಾದ ಕೆರೆ. (೩) xyxy=(35,2255,166,2270)
crossword-block-cell xyxy=(91,1934,139,1976)
crossword-cell xyxy=(246,1934,294,1976)
body-paragraph: ಎಲ್ಲಾ ಧರ್ಮಗಳ, ಮಠಗಳ, ಸಂಘ ಸಂಸ್ಥೆಗಳ, ರಾಜಕೀಯ ಪಕ್ಷಗಳ ಕರ್ತವ್ಯವೂ ಹೌದು. xyxy=(1261,1506,1502,1543)
crossword-cell xyxy=(453,1888,501,1930)
crossword-cell-number: ೧೭ xyxy=(407,1936,423,1953)
crossword-block-cell xyxy=(246,1980,294,2022)
body-paragraph: ದರ್ಶನ ನೀಡಿದ್ದರಿಂದ ಉಂಟಾದ ಘಟನೆ ಕನಕನ ಕಿಂಡಿ ಎಂದೇ ಪ್ರಸಿದ್ಧ. ಕನಕರ ಕನಸು ಈಡೇರಿಸುವುದು ಎಲ್ಲ ವರ್ಗದ ಜನರ ಹೊಣೆ. xyxy=(1261,1174,1502,1233)
body-paragraph: ಅವನ ದೊಗಲೆ ಜುಬ್ಬಾಗಳೋ ದೇವರೇ ಮೆಚ್ಚಬೇಕು. ಮನೆಯಲ್ಲೂ ಖರ್ಚು ಕಡಿಮೆ ಮಾಡಿ ಅಂತ ಕೂಗುತಲೇ ಇರುತ್ತಾನೆ. ಅಂಗಡಿಯ ಲೆಕ್ಕಪತ್ರದ ವಿಷಯದಲ್ಲಿ ಎದಿರಾಡುತ್ತಾನಂತೆ. xyxy=(25,1110,352,1169)
dateline-anniversary: ಕೋಲಾರ ಪತ್ರಿಕೆ ೨೧ನೇ ವರ್ಷದ ಸಂಭ್ರಮದಲ್ಲಿ xyxy=(70,253,368,276)
body-paragraph: ಜಾತಿ ಪದ್ಧತಿ ವಿರುದ್ಧ ಕನಕರು ದನಿ ಎತ್ತಿದರೆ ಇಂದಿನ ರಾಜಕಾರಣಿಗಳಿಂದ ಜಾತೀಯತೆಯ ಪೋಷಣೆ ನಡೆದಿದೆ. xyxy=(764,1371,1003,1409)
masthead-elephant-art xyxy=(67,74,327,232)
crossword-cell xyxy=(194,1703,242,1745)
body-paragraph: ಕನಕದಾಸರು ಕನ್ನಡ ನಾಡಿನ ಒಳಿತಿಗಾಗಿ ಚಿಂತಿಸಿದ ಸಮಾಜ ಸುಧಾರಕರು. ಜಾತಿ ಪದ್ಧತಿ ವಿರುದ್ಧ ದನಿ ಎತ್ತಿ ಕೀರ್ತನೆಗಳ ಮೂಲಕ ಜಾಗೃತಿ ಮೂಡಿಸಿದರು. xyxy=(1261,523,1502,582)
crossword-cell xyxy=(91,1888,139,1930)
crossword-block-cell xyxy=(350,1796,398,1838)
body-paragraph: ಕನಕದಾಸರು ಕನ್ನಡ ನಾಡಿನ ಒಳಿತಿಗಾಗಿ ಚಿಂತಿಸಿದ ಸಮಾಜ ಸುಧಾರಕರು. xyxy=(1261,818,1502,855)
body-paragraph: ಅಂದರೂ ತನ್ನ ಹಟ ಬಿಡದೆ ಎಂಎ ಮಾಡಿಕೊಂಡು ಊರಿನ ಗದ್ದೆ, ತೋಟ ನೋಡಿಕೊಳ್ಳುತ್ತಿದ್ದಾನೆ. ಶಾಂಭವಿಯನ್ನೇ ತಂದುಕೊಳ್ಳ ತಪ್ಪಿರುವುದೂ ಅವನಿಗೆ; ಬ್ಯಾಂಕ್ ಡಿಪಾಸಿಟ್ಟನ್ನೂ ವಾಪಸ್ ಪಡೆಯಲು ಹೇಳಿದ್ದಾನೆ. xyxy=(363,735,697,794)
crossword-block-cell xyxy=(143,1657,191,1699)
crossword-cell xyxy=(401,1749,449,1791)
subhead-keerthanegalu: ಕೀರ್ತನೆಗಳು xyxy=(1346,1142,1417,1163)
body-paragraph: ಎಲ್ಲಾ ಧರ್ಮಗಳ, ಮಠಗಳ, ಸಂಘ ಸಂಸ್ಥೆಗಳ, ರಾಜಕೀಯ ಪಕ್ಷಗಳ ಕರ್ತವ್ಯವೂ ಹೌದು. xyxy=(1012,1435,1251,1472)
flower-icon: ❀ xyxy=(639,164,702,203)
body-paragraph: ಭಕ್ತ ಕನಕದಾಸ ಎಂದರೆ ಕೇವಲ ದಾಸ ಶ್ರೇಷ್ಠ ಮಾತ್ರವಲ್ಲ, ಆತನೊಬ್ಬ ಸುಂದರ ಕವಿ; ನಾಡಿನ ಒಳಿತಿಗಾಗಿ ಚಿಂತಿಸಿದ ಸಮಾಜ ಸುಧಾರಕ ಹಾಗೂ ಸಂತನೂ ಹೌದು. xyxy=(1012,1294,1251,1353)
dateline-date: ಶ್ರೀ ಕ್ರೋಧಿ ನಾಮ ಸಂವತ್ಸರ ದಕ್ಷಿಣಾಯನ, ಶರದೃತು, ಕಾರ್ತೀಕ ಬಹುಳ ದ್ವಿತೀಯ ನವೆಂಬರ್ ೧೮, ೨೦೨೪ xyxy=(814,253,1481,276)
crossword-cell xyxy=(246,1749,294,1791)
crossword-cell-number: ೩ xyxy=(303,1613,311,1629)
crossword-block-cell xyxy=(194,1796,242,1838)
body-paragraph: ಅವನ ದೊಗಲೆ ಜುಬ್ಬಾಗಳೋ ದೇವರೇ ಮೆಚ್ಚಬೇಕು. ಮನೆಯಲ್ಲೂ ಖರ್ಚು ಕಡಿಮೆ ಮಾಡಿ ಅಂತ ಕೂಗುತಲೇ ಇರುತ್ತಾನೆ. ಅಂಗಡಿಯ ಲೆಕ್ಕಪತ್ರದ ವಿಷಯದಲ್ಲಿ ಎದಿರಾಡುತ್ತಾನಂತೆ. xyxy=(25,681,352,740)
crossword-cell xyxy=(143,1842,191,1883)
crossword-cell xyxy=(194,1934,242,1976)
crossword-cell xyxy=(453,1934,501,1976)
body-paragraph: ಭಕ್ತ ಕನಕದಾಸ ಎಂದರೆ ಕೇವಲ ದಾಸ ಶ್ರೇಷ್ಠ ಮಾತ್ರವಲ್ಲ, ಆತನೊಬ್ಬ ಸುಂದರ ಕವಿ; ನಾಡಿನ ಒಳಿತಿಗಾಗಿ ಚಿಂತಿಸಿದ ಸಮಾಜ ಸುಧಾರಕ ಹಾಗೂ ಸಂತನೂ ಹೌದು. xyxy=(764,616,1003,675)
body-paragraph: ಕನಕದಾಸರು ಕನ್ನಡ ನಾಡಿನ ಒಳಿತಿಗಾಗಿ ಚಿಂತಿಸಿದ ಸಮಾಜ ಸುಧಾರಕರು. ಜಾತಿ ಪದ್ಧತಿ ವಿರುದ್ಧ ದನಿ ಎತ್ತಿ ಕೀರ್ತನೆಗಳ ಮೂಲಕ ಜಾಗೃತಿ ಮೂಡಿಸಿದರು. xyxy=(1012,1484,1251,1543)
crossword-cell-number: ೧೦ xyxy=(199,1752,216,1768)
crossword-cell xyxy=(350,1749,398,1791)
body-paragraph: ಭಕ್ತ ಕನಕದಾಸ ಎಂದರೆ ಕೇವಲ ದಾಸ ಶ್ರೇಷ್ಠ ಮಾತ್ರವಲ್ಲ, ಆತನೊಬ್ಬ ಸುಂದರ ಕವಿ. xyxy=(1012,1674,1251,1711)
crossword-cell-number: ೧೯ xyxy=(303,1982,320,1998)
crossword-cell xyxy=(298,1749,346,1791)
crossword-cell-number: ೧೫ xyxy=(44,1936,61,1953)
across-clue: ೫. ಪೂರಿಯೊಡನೆ ಮುಂದುವರಿ ಎನ್ನುವ ಮೇಲೋಗರ. (೩) xyxy=(35,2233,265,2247)
crossword-block-cell xyxy=(298,1703,346,1745)
body-paragraph: ಮನೆಯಲ್ಲೂ ಖರ್ಚು ಕಡಿಮೆ ಮಾಡಿ ಅಂತ ಕೂಗುತಲೇ ಇರುತ್ತಾನೆ. ಅಂಗಡಿಯ ಲೆಕ್ಕಪತ್ರದ ವಿಷಯದಲ್ಲಿ ಎದಿರಾಡುತ್ತಾನಂತೆ. ಕಾರಲ್ಲಿ ಓಡಾಡುವ ಆಸಾಮಿ. xyxy=(363,878,697,937)
crossword-cell xyxy=(453,1657,501,1699)
body-paragraph: ಅಂದರೂ ತನ್ನ ಹಟ ಬಿಡದೆ ಎಂಎ ಮಾಡಿಕೊಂಡು ಊರಿನ ಗದ್ದೆ, ತೋಟ ನೋಡಿಕೊಳ್ಳುತ್ತಿದ್ದಾನೆ. ಶಾಂಭವಿಯನ್ನೇ ತಂದುಕೊಳ್ಳ ತಪ್ಪಿರುವುದೂ ಅವನಿಗೆ; ಬ್ಯಾಂಕ್ ಡಿಪಾಸಿಟ್ಟನ್ನೂ ವಾಪಸ್ ಪಡೆಯಲು ಹೇಳಿದ್ದಾನೆ. xyxy=(25,610,352,669)
down-clue: ೧೭. ಪ್ರಯಾಗದಲ್ಲಿ ಮಾಡಿದ ಹೋಮ. (೨) xyxy=(409,2152,576,2167)
crossword-block-cell xyxy=(453,1749,501,1791)
crossword-cell xyxy=(298,1611,346,1653)
body-paragraph: ದರ್ಶನ ನೀಡಿದ್ದರಿಂದ ಉಂಟಾದ ಘಟನೆ ಕನಕನ ಕಿಂಡಿ ಎಂದೇ ಪ್ರಸಿದ್ಧ. ಕನಕರ ಕನಸು ಈಡೇರಿಸುವುದು ಎಲ್ಲ ವರ್ಗದ ಜನರ ಹೊಣೆ. xyxy=(1012,792,1251,851)
down-clue: ೬. ಗೃಹವನ್ನು ಸೇರಿಸಿಕೊಂಡಿರುವ… ವಿದು. (೪) xyxy=(511,1880,697,1895)
